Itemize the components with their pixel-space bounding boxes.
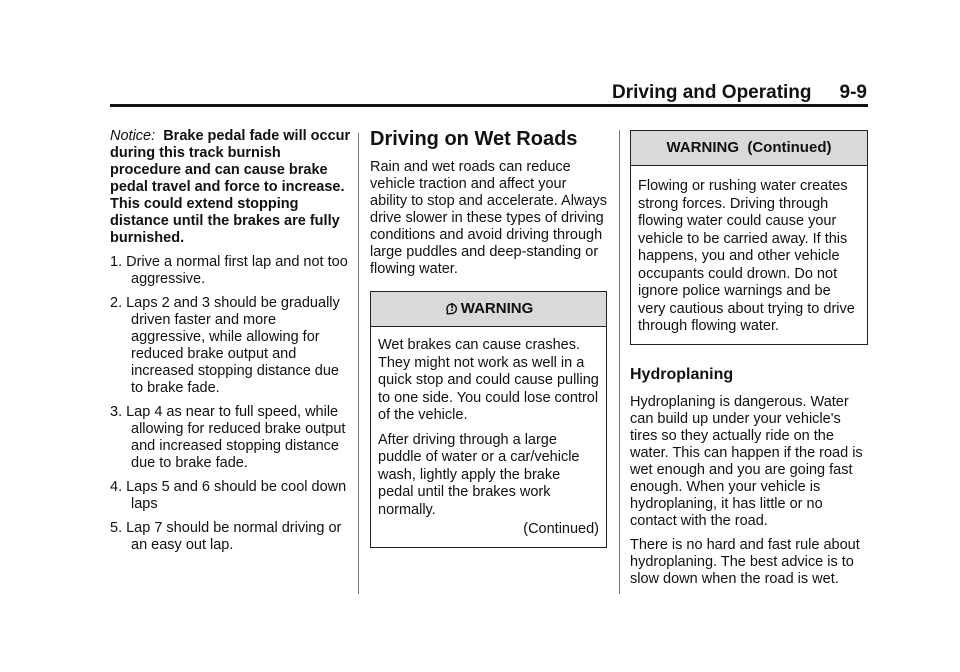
section-name: Driving and Operating <box>612 82 812 103</box>
continued-label: (Continued) <box>523 521 599 537</box>
page-number: 9-9 <box>839 82 867 103</box>
column-1 <box>110 128 352 561</box>
warning-paragraph: After driving through a large puddle of water or a car/vehicle wash, lightly apply the brake pedal until the brakes work normally. <box>378 431 580 518</box>
section-title: Driving on Wet Roads <box>370 128 578 150</box>
body-paragraph: There is no hard and fast rule about hydroplaning. The best advice is to slow down when the road is wet. <box>630 536 860 587</box>
step-item: 1. Drive a normal first lap and not too aggressive. <box>110 254 348 287</box>
warning-body <box>631 166 867 344</box>
warning-box <box>370 291 607 548</box>
notice-text: Brake pedal fade will occur during this track burnish procedure and can cause brake pedal travel and force to increase. This could extend stopping distance until the brakes are fully burnished. <box>110 128 351 246</box>
column-divider-left <box>358 133 359 594</box>
step-item: 5. Lap 7 should be normal driving or an easy out lap. <box>110 520 342 553</box>
warning-icon <box>444 299 460 315</box>
warning-heading: WARNING (Continued) <box>631 131 867 166</box>
step-item: 2. Laps 2 and 3 should be gradually driven faster and more aggressive, while allowing for reduced brake output and increased stopping distance due to brake fade. <box>110 295 340 396</box>
warning-paragraph: Wet brakes can cause crashes. They might not work as well in a quick stop and could cause pulling to one side. You could lose control of the vehicle. <box>378 337 599 423</box>
warning-paragraph: Flowing or rushing water creates strong forces. Driving through flowing water could cause your vehicle to be carried away. If this happens, you and other vehicle occupants could drown. Do not ignore police warnings and be very cautious about trying to drive through flowing water. <box>638 178 855 334</box>
intro-paragraph: Rain and wet roads can reduce vehicle traction and affect your ability to stop and accelerate. Always drive slower in these types of driving conditions and avoid driving through large puddles and deep-standing or flowing water. <box>370 159 607 277</box>
warning-title: WARNING <box>460 300 534 317</box>
notice <box>110 128 352 247</box>
step-item: 3. Lap 4 as near to full speed, while allowing for reduced brake output and increased stopping distance due to brake fade. <box>110 404 346 471</box>
page-header <box>612 82 867 104</box>
subsection-title: Hydroplaning <box>630 365 734 383</box>
column-2 <box>370 127 607 548</box>
warning-box-continued <box>630 130 868 345</box>
burnish-steps <box>110 254 352 554</box>
body-paragraph: Hydroplaning is dangerous. Water can build up under your vehicle's tires so they actually ride on the water. This can happen if the road is wet enough and you are going fast enough. When your vehicle is hydroplaning, it has little or no contact with the road. <box>630 393 863 529</box>
warning-body <box>371 327 606 547</box>
column-3 <box>630 130 868 595</box>
warning-heading <box>371 292 606 327</box>
column-divider-right <box>619 130 620 594</box>
header-rule <box>110 104 868 107</box>
notice-label: Notice: <box>110 128 156 144</box>
step-item: 4. Laps 5 and 6 should be cool down laps <box>110 479 347 512</box>
